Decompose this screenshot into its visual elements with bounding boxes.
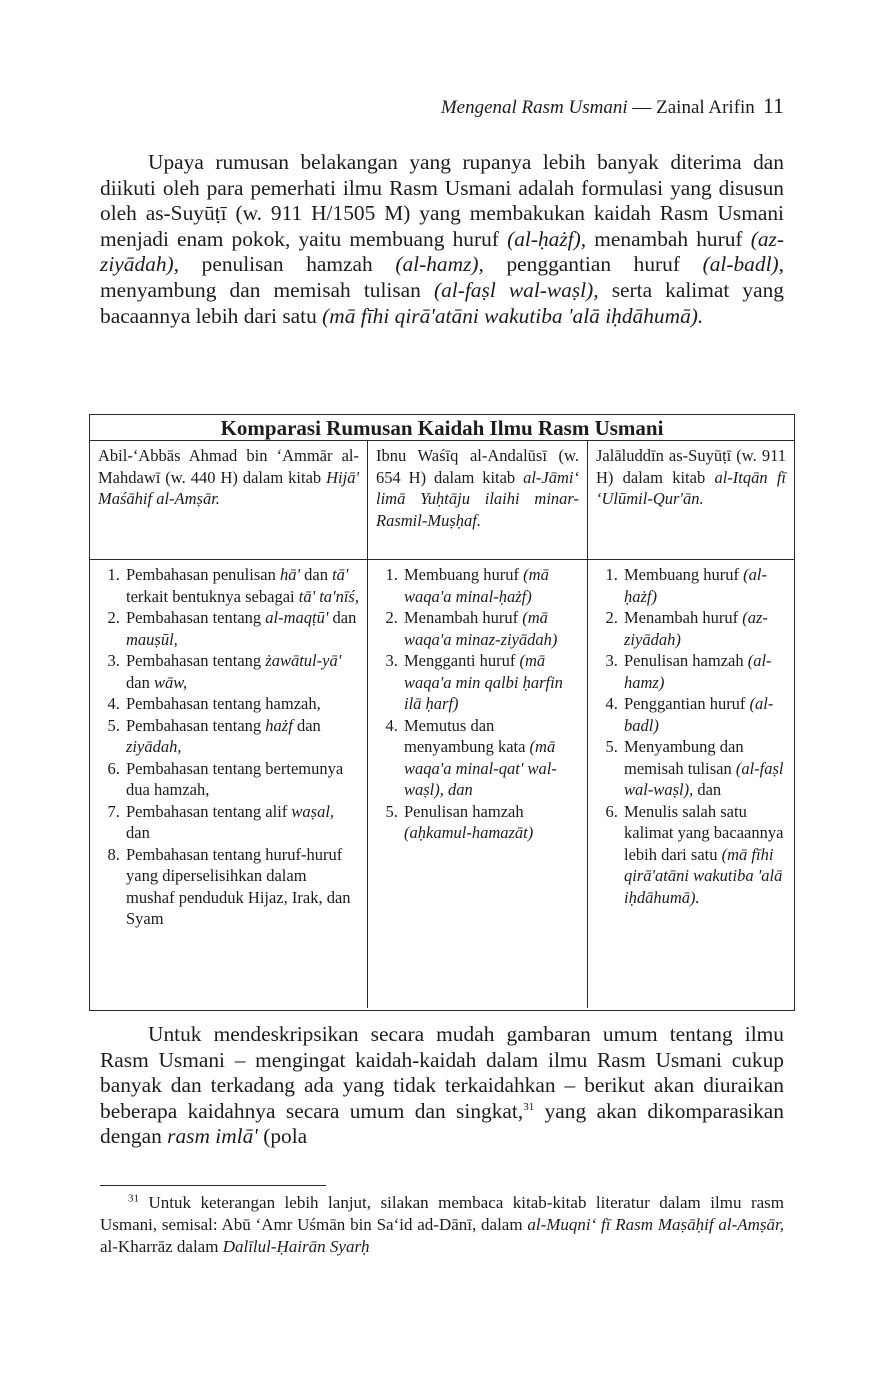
list-item: 2. Pembahasan tentang al-maqṭū' dan mauṣūl,	[124, 607, 359, 650]
list-item: 3. Pembahasan tentang żawātul-yā' dan wāw,	[124, 650, 359, 693]
col2-list	[376, 564, 579, 844]
footnote-reference[interactable]: 31	[523, 1100, 535, 1113]
page-number: 11	[762, 93, 784, 118]
list-item: 6. Pembahasan tentang bertemunya dua hamzah,	[124, 758, 359, 801]
col3-list	[596, 564, 786, 908]
col2-header: Ibnu Waśīq al-Andalūsī (w. 654 H) dalam kitab al-Jāmi‘ limā Yuḥtāju ilaihi minar-Rasmil-Muṣḥaf.	[368, 441, 588, 559]
comparison-table	[89, 414, 795, 1011]
list-item: 1. Membuang huruf (al-ḥażf)	[622, 564, 786, 607]
header-separator: —	[627, 97, 657, 118]
col3-header: Jalāluddīn as-Suyūṭī (w. 911 H) dalam kitab al-Itqān fī ‘Ulūmil-Qur'ān.	[596, 446, 787, 508]
list-item: 5. Pembahasan tentang hażf dan ziyādah,	[124, 715, 359, 758]
list-item: 2. Menambah huruf (az-ziyādah)	[622, 607, 786, 650]
footnote: $^{31}$ Untuk keterangan lebih lanjut, silakan membaca kitab-kitab literatur dalam ilmu rasm Usmani, semisal: Abū ‘Amr Uśmān bin Sa‘id ad-Dānī, dalam al-Muqni‘ fī Rasm Maṣāḥif al-Amṣār, al-Kharrāz dalam Dalīlul-Ḥairān Syarḥ	[100, 1192, 784, 1256]
list-item: 3. Penulisan hamzah (al-hamz)	[622, 650, 786, 693]
header-author: Zainal Arifin	[656, 97, 755, 118]
list-item: 7. Pembahasan tentang alif waṣal, dan	[124, 801, 359, 844]
col2-list-cell	[368, 560, 588, 1008]
list-item: 4. Memutus dan menyambung kata (mā waqa'a minal-qat' wal-waṣl), dan	[402, 715, 579, 801]
list-item: 6. Menulis salah satu kalimat yang bacaannya lebih dari satu (mā fīhi qirā'atāni wakutiba 'alā iḥdāhumā).	[622, 801, 786, 909]
list-item: 3. Mengganti huruf (mā waqa'a min qalbi ḥarfin ilā ḥarf)	[402, 650, 579, 715]
list-item: 2. Menambah huruf (mā waqa'a minaz-ziyādah)	[402, 607, 579, 650]
col1-list-cell	[90, 560, 368, 1008]
list-item: 4. Pembahasan tentang hamzah,	[124, 693, 359, 715]
running-header	[100, 93, 784, 119]
col1-header: Abil-‘Abbās Ahmad bin ‘Ammār al-Mahdawī (w. 440 H) dalam kitab Hijā' Maśāhif al-Amṣār.	[90, 441, 368, 559]
list-item: 1. Pembahasan penulisan hā' dan tā' terkait bentuknya sebagai tā' ta'nīś,	[124, 564, 359, 607]
body-paragraph: Untuk mendeskripsikan secara mudah gambaran umum tentang ilmu Rasm Usmani – mengingat kaidah-kaidah dalam ilmu Rasm Usmani cukup banyak dan terkadang ada yang tidak terkaidahkan – berikut akan diuraikan beberapa kaidahnya secara umum dan singkat,$^{31}$ yang akan dikomparasikan dengan rasm imlā' (pola	[100, 1022, 784, 1149]
table-title: Komparasi Rumusan Kaidah Ilmu Rasm Usmani	[90, 415, 794, 441]
list-item: 4. Penggantian huruf (al-badl)	[622, 693, 786, 736]
footnote-number: 31	[128, 1192, 139, 1205]
list-item: 1. Membuang huruf (mā waqa'a minal-ḥażf)	[402, 564, 579, 607]
footnote-divider	[100, 1185, 326, 1186]
intro-paragraph: Upaya rumusan belakangan yang rupanya lebih banyak diterima dan diikuti oleh para pemerhati ilmu Rasm Usmani adalah formulasi yang disusun oleh as-Suyūṭī (w. 911 H/1505 M) yang membakukan kaidah Rasm Usmani menjadi enam pokok, yaitu membuang huruf (al-ḥażf), menambah huruf (az-ziyādah), penulisan hamzah (al-hamz), penggantian huruf (al-badl), menyambung dan memisah tulisan (al-faṣl wal-waṣl), serta kalimat yang bacaannya lebih dari satu (mā fīhi qirā'atāni wakutiba 'alā iḥdāhumā).	[100, 150, 785, 328]
table-body-row	[90, 560, 794, 1008]
col3-list-cell	[588, 560, 794, 1008]
running-title: Mengenal Rasm Usmani	[440, 97, 628, 118]
list-item: 8. Pembahasan tentang huruf-huruf yang diperselisihkan dalam mushaf penduduk Hijaz, Irak, dan Syam	[124, 844, 359, 930]
list-item: 5. Penulisan hamzah (aḥkamul-hamazāt)	[402, 801, 579, 844]
col1-list	[98, 564, 359, 930]
table-header-row	[90, 441, 794, 560]
list-item: 5. Menyambung dan memisah tulisan (al-faṣl wal-waṣl), dan	[622, 736, 786, 801]
